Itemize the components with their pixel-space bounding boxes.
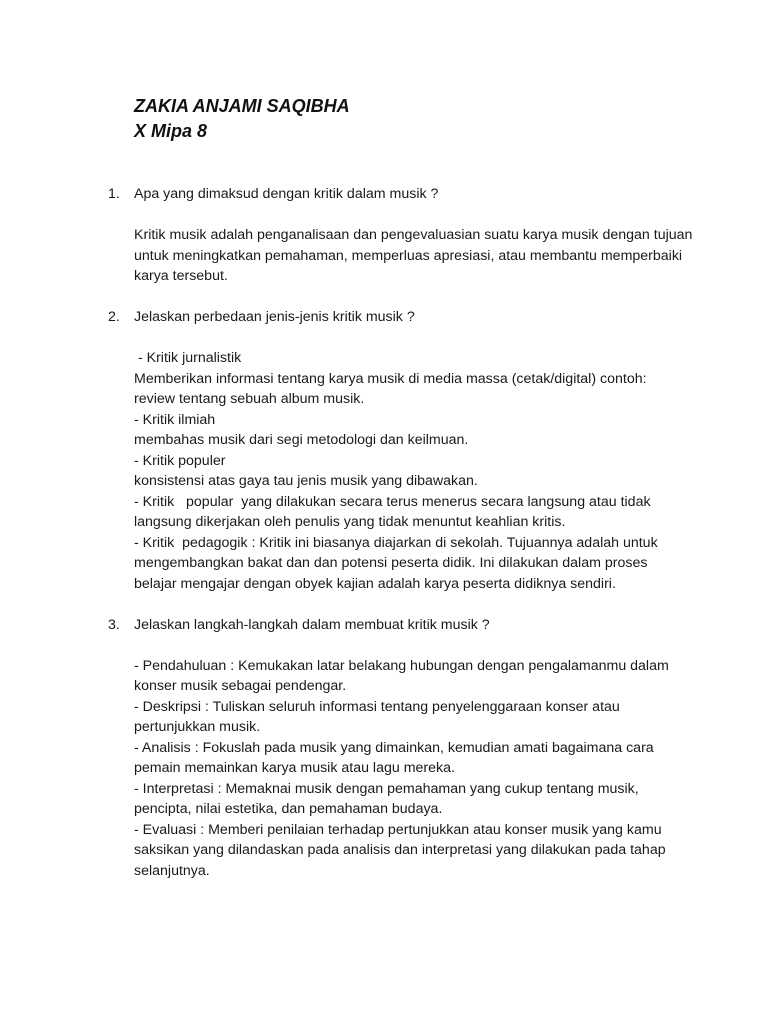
answer-line: - Kritik populer — [134, 452, 226, 469]
student-class: X Mipa 8 — [134, 121, 208, 141]
answer-line: - Interpretasi : Memaknai musik dengan pemahaman yang cukup tentang musik, — [134, 780, 639, 797]
answer-line: karya tersebut. — [134, 268, 228, 284]
question-2 — [108, 307, 688, 328]
answer-line: langsung dikerjakan oleh penulis yang tidak menuntut keahlian kritis. — [134, 514, 566, 530]
answer-line: review tentang sebuah album musik. — [134, 391, 365, 407]
question-number: 3. — [108, 616, 120, 633]
answer-1 — [108, 225, 693, 287]
answer-line: - Kritik popular yang dilakukan secara terus menerus secara langsung atau tidak — [134, 493, 651, 510]
answer-line: pertunjukkan musik. — [134, 719, 261, 735]
answer-line: konser musik sebagai pendengar. — [134, 678, 347, 694]
answer-line: pencipta, nilai estetika, dan pemahaman budaya. — [134, 801, 443, 817]
question-text: Apa yang dimaksud dengan kritik dalam musik ? — [134, 186, 439, 202]
question-number: 1. — [108, 186, 120, 202]
answer-line: belajar mengajar dengan obyek kajian adalah karya peserta didiknya sendiri. — [134, 575, 616, 592]
answer-line: - Analisis : Fokuslah pada musik yang dimainkan, kemudian amati bagaimana cara — [134, 739, 654, 756]
question-text: Jelaskan perbedaan jenis-jenis kritik musik ? — [134, 309, 415, 325]
question-1 — [108, 184, 688, 205]
answer-line: - Kritik pedagogik : Kritik ini biasanya diajarkan di sekolah. Tujuannya adalah untuk — [134, 534, 658, 551]
answer-3 — [108, 656, 688, 882]
question-number: 2. — [108, 309, 120, 325]
answer-line: saksikan yang dilandaskan pada analisis dan interpretasi yang dilakukan pada tahap — [134, 842, 666, 858]
answer-line: Memberikan informasi tentang karya musik di media massa (cetak/digital) contoh: — [134, 370, 647, 387]
question-text: Jelaskan langkah-langkah dalam membuat kritik musik ? — [134, 616, 490, 633]
answer-line: Kritik musik adalah penganalisaan dan pengevaluasian suatu karya musik dengan tujuan — [134, 227, 693, 243]
student-name: ZAKIA ANJAMI SAQIBHA — [134, 96, 350, 116]
answer-line: membahas musik dari segi metodologi dan keilmuan. — [134, 432, 469, 448]
answer-line: - Deskripsi : Tuliskan seluruh informasi tentang penyelenggaraan konser atau — [134, 698, 620, 715]
answer-2 — [108, 348, 688, 594]
answer-line: selanjutnya. — [134, 862, 210, 879]
answer-line: untuk meningkatkan pemahaman, memperluas apresiasi, atau membantu memperbaiki — [134, 247, 683, 264]
answer-line: - Kritik jurnalistik — [134, 350, 242, 366]
answer-line: - Evaluasi : Memberi penilaian terhadap pertunjukkan atau konser musik yang kamu — [134, 821, 662, 838]
answer-line: - Pendahuluan : Kemukakan latar belakang hubungan dengan pengalamanmu dalam — [134, 657, 669, 674]
document-header — [134, 94, 350, 144]
answer-line: konsistensi atas gaya tau jenis musik yang dibawakan. — [134, 473, 478, 489]
document-body — [108, 184, 693, 881]
question-3 — [108, 615, 688, 636]
answer-line: mengembangkan bakat dan dan potensi peserta didik. Ini dilakukan dalam proses — [134, 555, 648, 571]
answer-line: pemain memainkan karya musik atau lagu mereka. — [134, 760, 455, 776]
answer-line: - Kritik ilmiah — [134, 411, 216, 428]
